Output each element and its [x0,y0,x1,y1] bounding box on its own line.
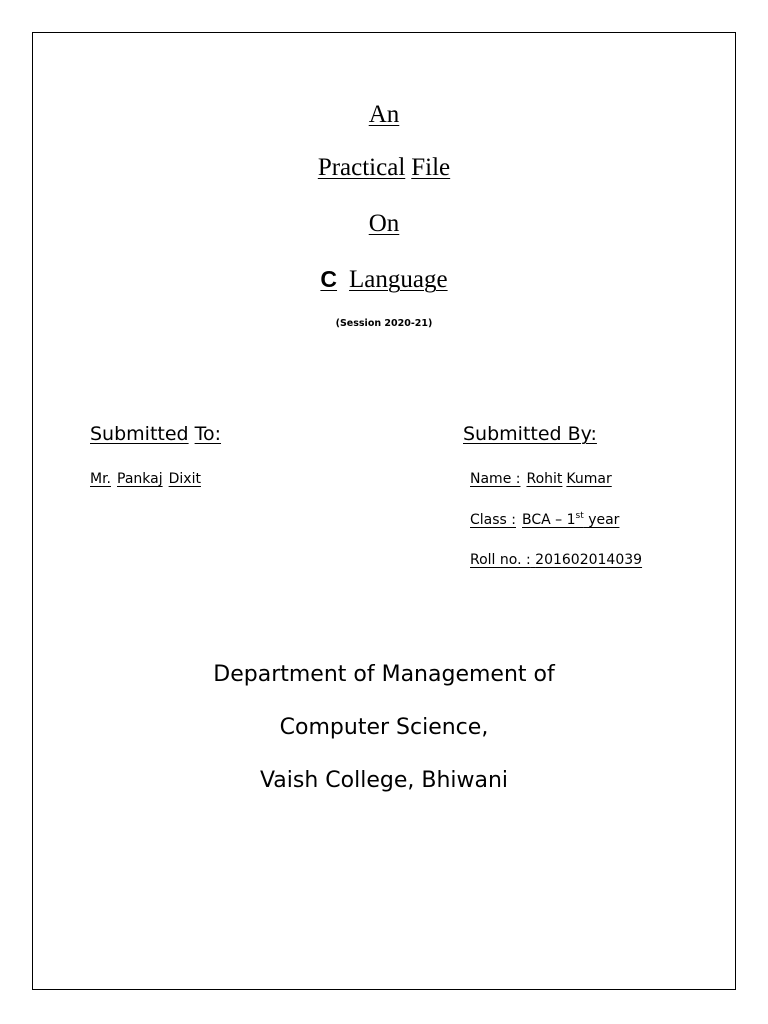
title-on: On [368,210,400,237]
department-line-1: Department of Management of [213,662,555,687]
class-value-sup: st [575,511,584,521]
to-word: To: [194,423,222,445]
submitted-to-word: Submitted [90,423,189,445]
student-name-label: Name : [470,471,521,487]
college-line: Vaish College, Bhiwani [259,768,509,793]
title-line-c-language [0,264,768,295]
title-practical: Practical [317,154,406,181]
title-language: Language [349,266,448,293]
class-value-main: BCA – 1 [522,512,576,528]
student-roll-row [470,551,642,569]
class-value [522,512,619,528]
title-line-on [0,209,768,239]
title-an: An [368,101,400,128]
roll-label: Roll no. : [470,552,531,568]
title-line-an [0,100,768,130]
submitted-by-text: Submitted By: [463,423,597,445]
student-name-row [470,470,612,488]
submitted-by-heading [463,422,597,446]
title-c: C [320,266,338,292]
title-line-practical-file [0,153,768,183]
teacher-title: Mr. [90,471,111,487]
submitted-to-heading [90,422,221,446]
teacher-name [90,470,201,488]
roll-value: 201602014039 [535,552,643,568]
roll-full [470,552,642,568]
student-class-row [470,511,619,529]
title-file: File [411,154,451,181]
class-label: Class : [470,512,516,528]
session-text: (Session 2020-21) [335,318,433,329]
class-value-year: year [583,512,620,528]
student-first-name: Rohit [526,471,563,487]
student-last-name: Kumar [566,471,612,487]
teacher-first-name: Pankaj [117,471,163,487]
teacher-last-name: Dixit [168,471,201,487]
department-line-2: Computer Science, [279,715,489,740]
